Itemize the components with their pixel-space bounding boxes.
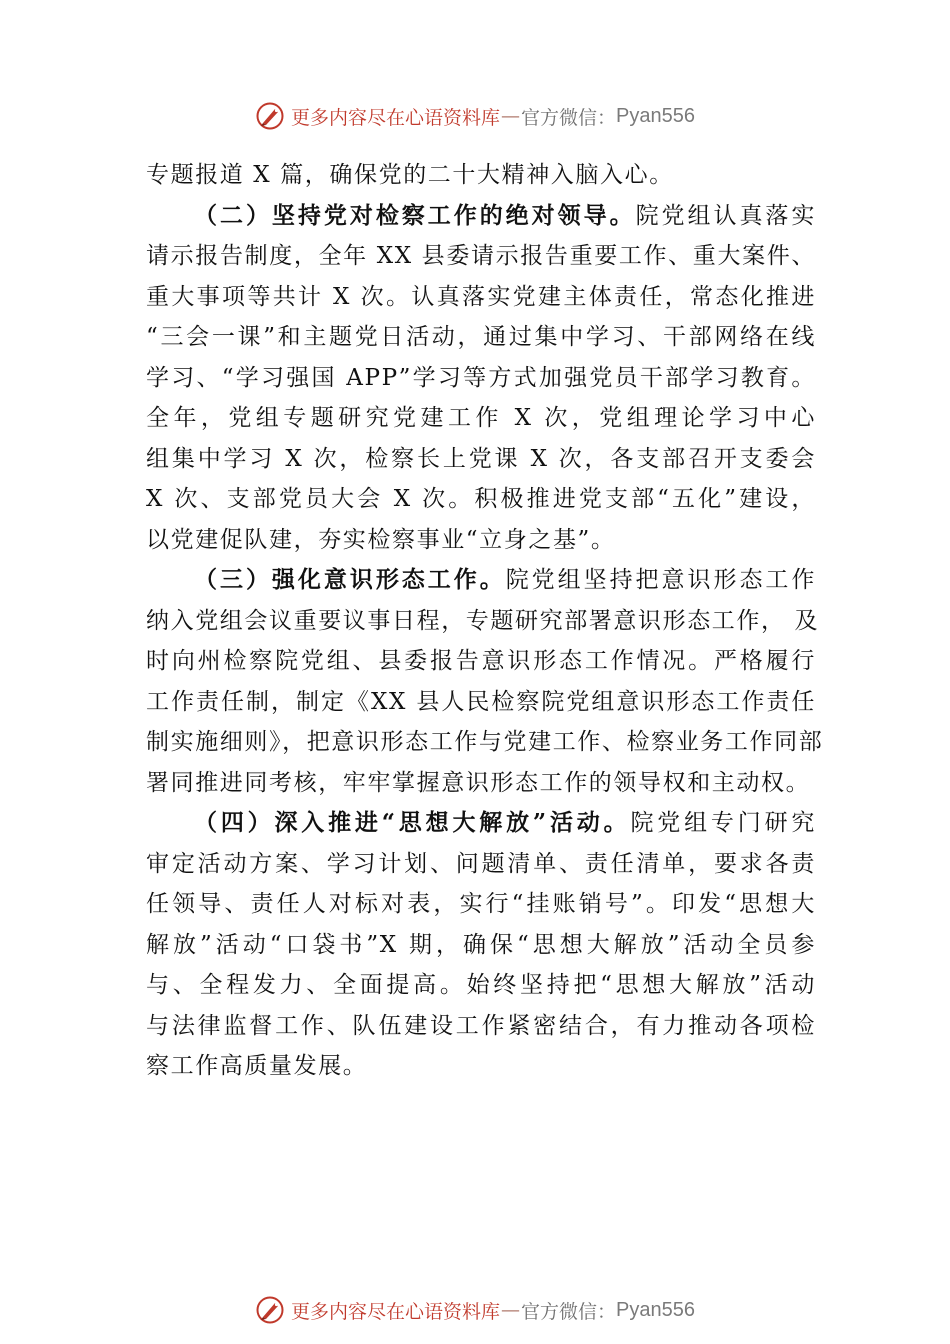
watermark-id: Pyan556 (616, 1298, 695, 1321)
text-line (146, 844, 816, 885)
watermark-label: 官方微信： (521, 106, 617, 129)
text-line (146, 520, 816, 561)
line-text: 与法律监督工作、队伍建设工作紧密结合，有力推动各项检 (146, 1012, 816, 1039)
line-text: 制实施细则》，把意识形态工作与党建工作、检察业务工作同部 (146, 729, 824, 755)
line-text: 全年，党组专题研究党建工作 X 次，党组理论学习中心 (146, 405, 816, 431)
watermark-dash: — (501, 105, 521, 127)
section-heading: （二）坚持党对检察工作的绝对领导。 (194, 201, 636, 229)
text-line (146, 439, 816, 480)
line-text: 时向州检察院党组、县委报告意识形态工作情况。严格履行 (146, 648, 816, 674)
line-text: 纳入党组会议重要议事日程，专题研究部署意识形态工作， 及 (146, 607, 820, 634)
line-text: 院党组认真落实 (635, 202, 817, 229)
section-heading: （三）强化意识形态工作。 (194, 566, 506, 593)
text-line (146, 641, 816, 682)
paragraph (146, 155, 816, 196)
line-text: 与、全程发力、全面提高。始终坚持把“思想大解放”活动 (146, 972, 816, 998)
line-text: 察工作高质量发展。 (146, 1053, 368, 1079)
line-text: 学习、“学习强国 APP”学习等方式加强党员干部学习教育。 (146, 364, 816, 391)
pen-logo-icon (255, 1295, 285, 1325)
watermark-brand: 更多内容尽在心语资料库 (291, 1300, 501, 1323)
text-line (146, 803, 816, 844)
footer-watermark (0, 1290, 950, 1330)
text-line (146, 601, 820, 642)
text-line (146, 479, 816, 520)
text-line (146, 722, 824, 763)
line-text: 审定活动方案、学习计划、问题清单、责任清单，要求各责 (146, 850, 816, 877)
line-text: “三会一课”和主题党日活动，通过集中学习、干部网络在线 (146, 324, 816, 350)
document-body (146, 155, 824, 1087)
paragraph (146, 196, 816, 561)
text-line (146, 965, 816, 1006)
text-line (146, 884, 816, 925)
text-line (146, 236, 816, 277)
line-text: 署同推进同考核，牢牢掌握意识形态工作的领导权和主动权。 (146, 769, 811, 796)
line-text: 院党组坚持把意识形态工作 (505, 567, 816, 593)
line-text: 任领导、责任人对标对表，实行“挂账销号”。印发“思想大 (146, 891, 816, 917)
line-text: 专题报道 X 篇，确保党的二十大精神入脑入心。 (146, 162, 674, 188)
watermark-id: Pyan556 (616, 104, 695, 127)
text-line (146, 925, 816, 966)
text-line (146, 560, 816, 601)
text-line (146, 398, 816, 439)
watermark-brand: 更多内容尽在心语资料库 (291, 106, 501, 129)
text-line (146, 1046, 816, 1087)
watermark-dash: — (501, 1299, 521, 1321)
line-text: X 次、支部党员大会 X 次。积极推进党支部“五化”建设， (146, 486, 816, 512)
line-text: 以党建促队建，夯实检察事业“立身之基”。 (146, 526, 616, 553)
header-watermark (0, 96, 950, 136)
text-line (146, 358, 816, 399)
line-text: 院党组专门研究 (630, 810, 816, 836)
line-text: 请示报告制度，全年 XX 县委请示报告重要工作、重大案件、 (146, 243, 816, 269)
paragraph (146, 560, 824, 803)
text-line (146, 1006, 816, 1047)
pen-logo-icon (255, 101, 285, 131)
text-line (146, 682, 816, 723)
line-text: 组集中学习 X 次，检察长上党课 X 次，各支部召开支委会 (146, 445, 816, 472)
section-heading: （四）深入推进“思想大解放”活动。 (194, 809, 631, 836)
watermark-label: 官方微信： (521, 1300, 617, 1323)
line-text: 解放”活动“口袋书”X 期，确保“思想大解放”活动全员参 (146, 931, 816, 958)
text-line (146, 317, 816, 358)
text-line (146, 277, 816, 318)
paragraph (146, 803, 816, 1087)
line-text: 重大事项等共计 X 次。认真落实党建主体责任，常态化推进 (146, 283, 816, 310)
text-line (146, 155, 816, 196)
text-line (146, 763, 816, 804)
text-line (146, 196, 816, 237)
line-text: 工作责任制，制定《XX 县人民检察院党组意识形态工作责任 (146, 688, 816, 715)
